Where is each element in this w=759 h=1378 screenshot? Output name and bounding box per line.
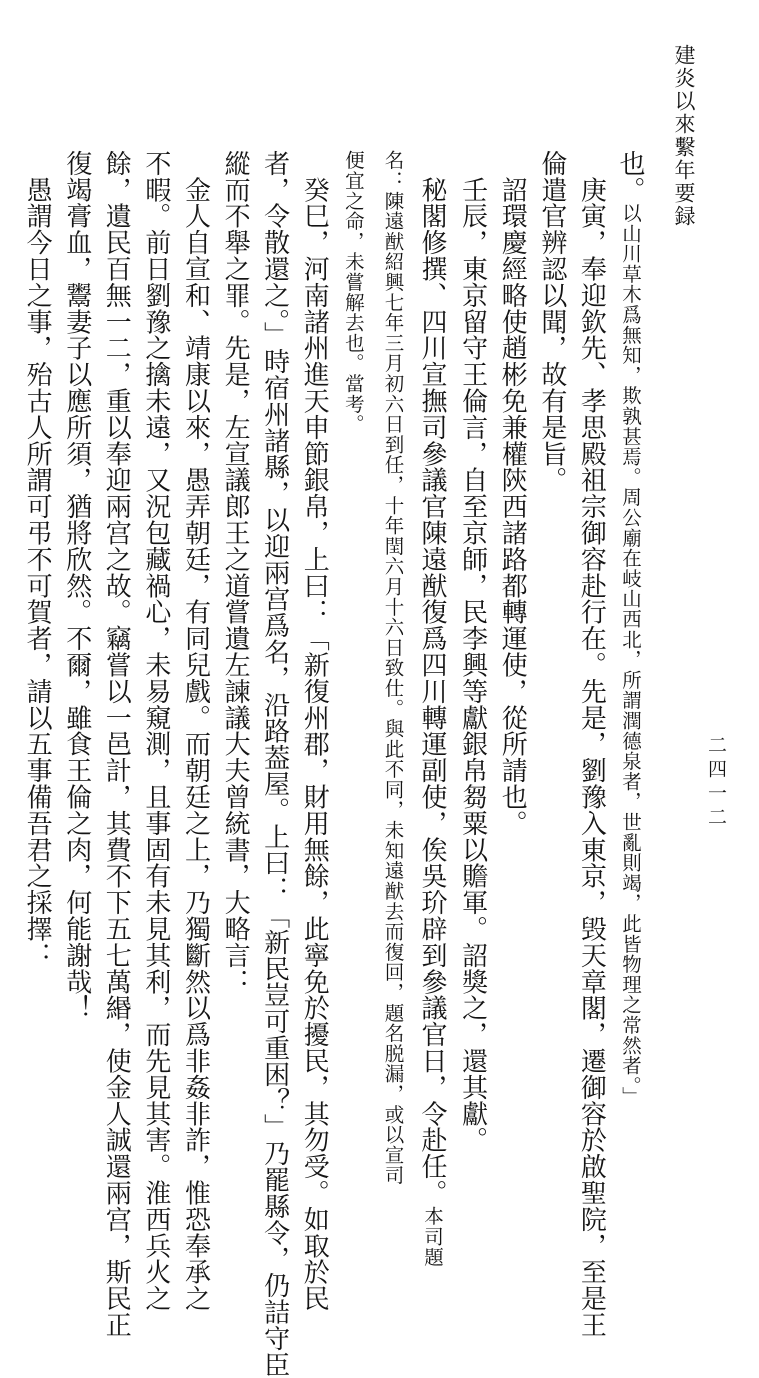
text-column bbox=[333, 150, 373, 1055]
text-column bbox=[254, 150, 294, 1378]
text-column bbox=[294, 150, 334, 1312]
body-text: 餘，遺民百無一二，重以奉迎兩宫之故。竊嘗以一邑計，其費不下五七萬緡，使金人誠還兩宫，斯民正 bbox=[101, 150, 132, 1338]
text-column bbox=[135, 150, 175, 1312]
text-column bbox=[412, 150, 452, 1267]
annotation-text: 名：陳遠猷紹興七年三月初六日到任，十年閏六月十六日致仕。與此不同，未知遠猷去而復回，題名脱漏，或以宣司 bbox=[381, 150, 405, 1186]
text-column bbox=[452, 150, 492, 1154]
annotation-text: 以山川草木爲無知，欺孰甚焉。周公廟在岐山西北，所謂潤德泉者，世亂則竭，此皆物理之常然者。」 bbox=[619, 202, 642, 1107]
body-text: 庚寅，奉迎欽先、孝思殿祖宗御容赴行在。先是，劉豫入東京，毁天章閣，遷御容於啟聖院，至是王 bbox=[576, 150, 607, 1338]
vertical-text-block bbox=[22, 150, 650, 1378]
text-column bbox=[373, 150, 413, 1186]
body-text: 不暇。前日劉豫之擒未遠，又況包藏禍心，未易窺測，且事固有未見其利，而先見其害。淮西兵火之 bbox=[140, 150, 171, 1312]
text-column bbox=[492, 150, 532, 1055]
text-column bbox=[56, 150, 96, 1055]
annotation-text: 便宜之命，未嘗解去也。當考。 bbox=[341, 150, 365, 435]
body-text: 也。 bbox=[615, 150, 645, 203]
text-column bbox=[96, 150, 136, 1338]
text-column bbox=[531, 150, 571, 1055]
text-column bbox=[175, 150, 215, 1312]
body-text: 愚謂今日之事，殆古人所謂可弔不可賀者，請以五事備吾君之採擇： bbox=[22, 150, 53, 969]
body-text: 詔環慶經略使趙彬免兼權陝西諸路都轉運使，從所請也。 bbox=[497, 150, 528, 837]
running-header-title: 建炎以來繫年要録 bbox=[672, 44, 696, 228]
page-number: 二四一二 bbox=[705, 735, 727, 831]
body-text: 癸巳，河南諸州進天申節銀帛，上曰：「新復州郡，財用無餘，此寧免於擾民，其勿受。如取於民 bbox=[299, 150, 330, 1312]
body-text: 者，令散還之。」時宿州諸縣，以迎兩宫爲名，沿路葢屋。上曰：「新民豈可重困？」乃罷縣令，仍詰守臣 bbox=[259, 150, 290, 1378]
body-text: 縱而不舉之罪。先是，左宣議郎王之道嘗遺左諫議大夫曾統書，大略言： bbox=[220, 150, 251, 995]
text-column bbox=[17, 150, 57, 1055]
text-column bbox=[571, 150, 611, 1338]
body-text: 壬辰，東京留守王倫言，自至京師，民李興等獻銀帛芻粟以贍軍。詔獎之，還其獻。 bbox=[457, 150, 488, 1154]
text-column bbox=[214, 150, 254, 1055]
body-text: 金人自宣和、靖康以來，愚弄朝廷，有同兒戲。而朝廷之上，乃獨斷然以爲非姦非詐，惟恐奉承之 bbox=[180, 150, 211, 1312]
body-text: 秘閣修撰、四川宣撫司參議官陳遠猷復爲四川轉運副使，俟吳玠辟到參議官日，令赴任。 bbox=[417, 150, 448, 1206]
text-column bbox=[610, 150, 650, 1107]
body-text: 復竭膏血，鬻妻子以應所須，猶將欣然。不爾，雖食王倫之肉，何能謝哉！ bbox=[61, 150, 92, 1022]
body-text: 倫遣官辨認以聞，故有是旨。 bbox=[536, 150, 567, 494]
annotation-text: 本司題 bbox=[421, 1206, 445, 1267]
